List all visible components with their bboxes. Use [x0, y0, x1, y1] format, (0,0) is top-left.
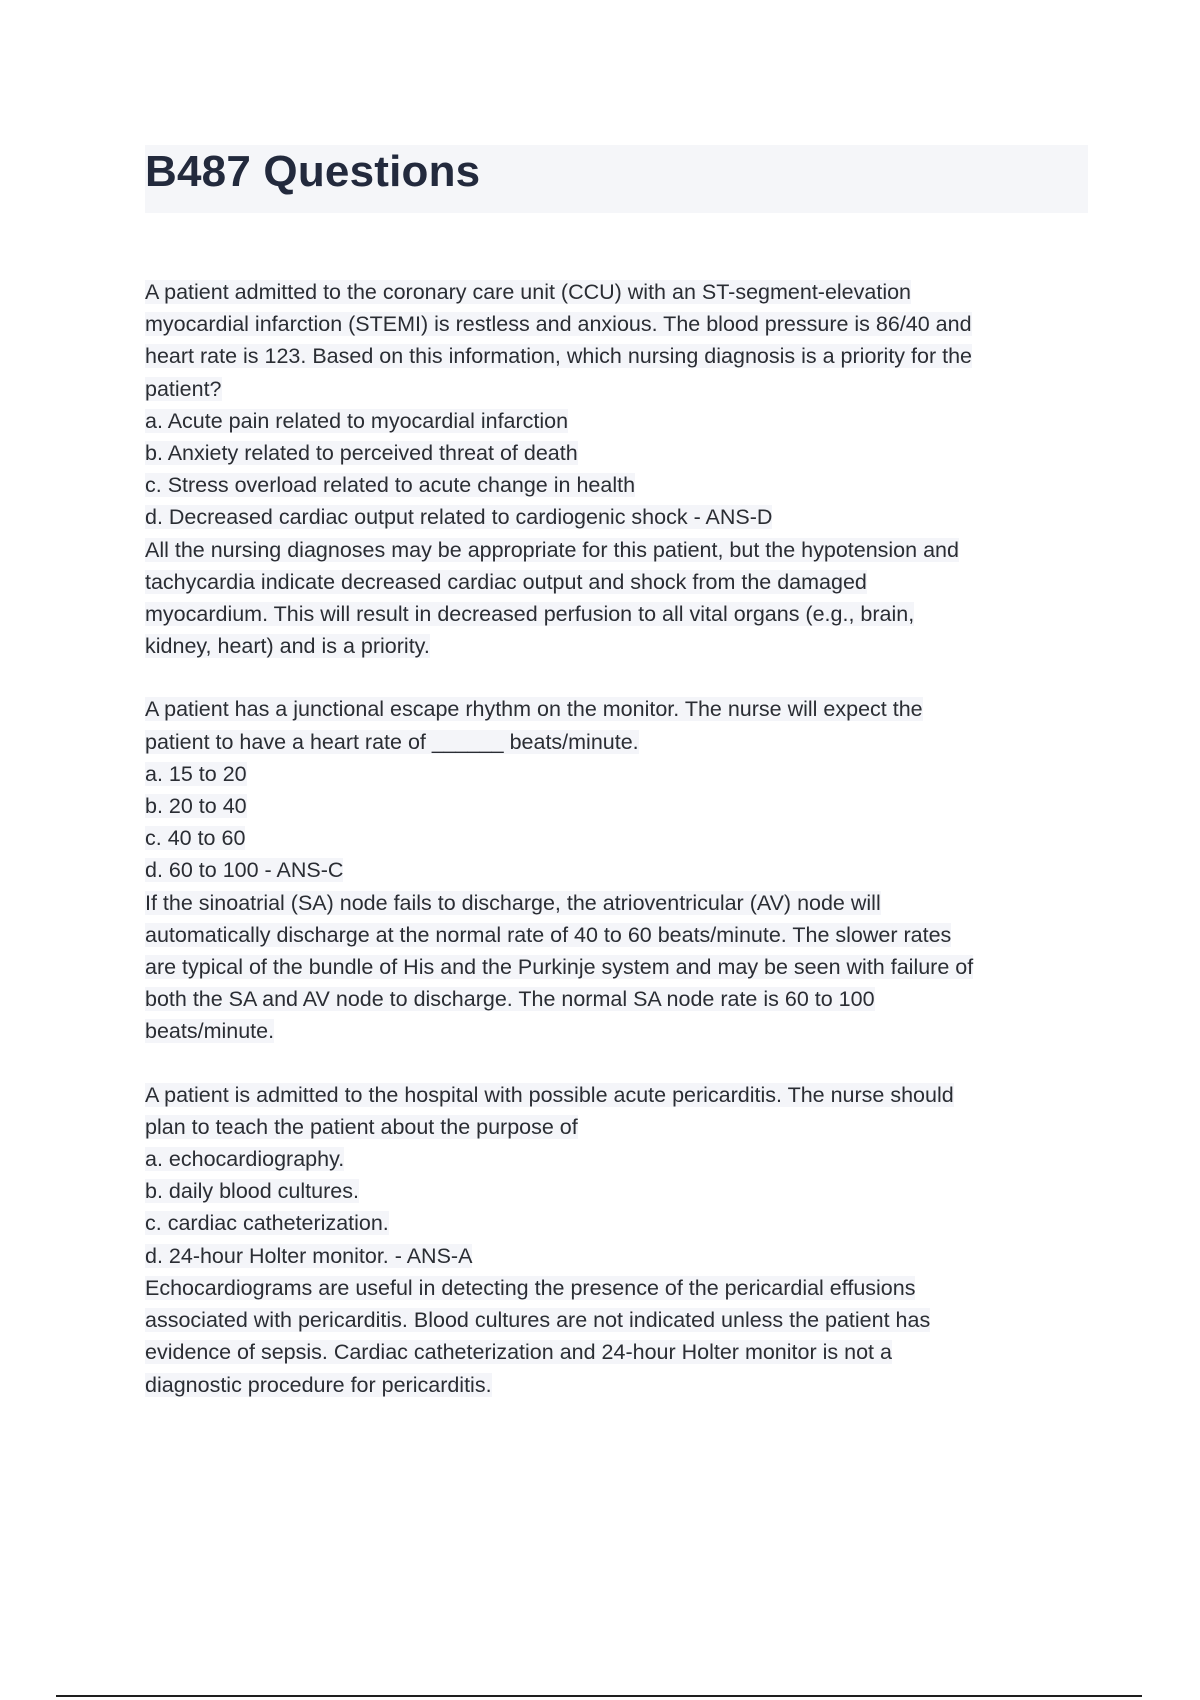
question-line-text: tachycardia indicate decreased cardiac output and shock from the damaged — [145, 569, 867, 594]
question-line — [145, 276, 1088, 308]
question-line-text: patient to have a heart rate of ______ beats/minute. — [145, 729, 639, 754]
question-line — [145, 566, 1088, 598]
question-line — [145, 1079, 1088, 1111]
question-line-text: beats/minute. — [145, 1019, 275, 1044]
question-line — [145, 919, 1088, 951]
question-line-text: heart rate is 123. Based on this information, which nursing diagnosis is a priority for the — [145, 344, 972, 369]
question-line-text: are typical of the bundle of His and the Purkinje system and may be seen with failure of — [145, 955, 974, 980]
question-block — [145, 276, 1088, 662]
footer-rule — [56, 1695, 1142, 1697]
question-line-text: Echocardiograms are useful in detecting the presence of the pericardial effusions — [145, 1275, 916, 1300]
question-line-text: a. echocardiography. — [145, 1147, 345, 1172]
question-line — [145, 1175, 1088, 1207]
question-line-text: diagnostic procedure for pericarditis. — [145, 1372, 492, 1397]
question-line-text: b. Anxiety related to perceived threat of death — [145, 441, 578, 466]
question-block — [145, 1079, 1088, 1401]
question-line-text: kidney, heart) and is a priority. — [145, 634, 430, 659]
question-line-text: a. Acute pain related to myocardial infarction — [145, 408, 569, 433]
question-line — [145, 1240, 1088, 1272]
question-line — [145, 790, 1088, 822]
question-line — [145, 1336, 1088, 1368]
question-line-text: c. 40 to 60 — [145, 826, 246, 851]
question-line-text: All the nursing diagnoses may be appropriate for this patient, but the hypotension and — [145, 537, 959, 562]
question-line — [145, 726, 1088, 758]
question-line-text: plan to teach the patient about the purpose of — [145, 1114, 578, 1139]
question-line-text: b. 20 to 40 — [145, 794, 247, 819]
question-line-text: c. cardiac catheterization. — [145, 1211, 389, 1236]
question-line-text: myocardium. This will result in decreased perfusion to all vital organs (e.g., brain, — [145, 602, 915, 627]
question-line — [145, 469, 1088, 501]
question-line-text: d. Decreased cardiac output related to cardiogenic shock - ANS-D — [145, 505, 773, 530]
question-line — [145, 1207, 1088, 1239]
question-list — [145, 276, 1088, 1432]
question-line-text: A patient is admitted to the hospital with possible acute pericarditis. The nurse should — [145, 1082, 954, 1107]
question-line-text: A patient admitted to the coronary care unit (CCU) with an ST-segment-elevation — [145, 280, 912, 304]
question-block — [145, 693, 1088, 1047]
question-line — [145, 405, 1088, 437]
question-line — [145, 534, 1088, 566]
question-line — [145, 1272, 1088, 1304]
question-line — [145, 1143, 1088, 1175]
question-line-text: associated with pericarditis. Blood cultures are not indicated unless the patient has — [145, 1308, 931, 1333]
question-line-text: A patient has a junctional escape rhythm on the monitor. The nurse will expect the — [145, 697, 923, 722]
question-line — [145, 308, 1088, 340]
question-line-text: If the sinoatrial (SA) node fails to discharge, the atrioventricular (AV) node will — [145, 890, 881, 915]
question-line — [145, 951, 1088, 983]
question-line-text: both the SA and AV node to discharge. The normal SA node rate is 60 to 100 — [145, 987, 875, 1012]
question-line-text: automatically discharge at the normal rate of 40 to 60 beats/minute. The slower rates — [145, 922, 952, 947]
question-line — [145, 1015, 1088, 1047]
question-line-text: d. 60 to 100 - ANS-C — [145, 858, 344, 883]
question-line-text: a. 15 to 20 — [145, 761, 247, 786]
question-line-text: c. Stress overload related to acute change in health — [145, 473, 636, 498]
question-line — [145, 340, 1088, 372]
document-title: B487 Questions — [145, 147, 481, 196]
question-line — [145, 854, 1088, 886]
question-line-text: b. daily blood cultures. — [145, 1179, 359, 1204]
question-line — [145, 598, 1088, 630]
question-line-text: evidence of sepsis. Cardiac catheterization and 24-hour Holter monitor is not a — [145, 1340, 892, 1365]
question-line — [145, 437, 1088, 469]
question-line — [145, 887, 1088, 919]
question-line — [145, 630, 1088, 662]
question-line — [145, 693, 1088, 725]
question-line-text: myocardial infarction (STEMI) is restless and anxious. The blood pressure is 86/40 and — [145, 312, 972, 337]
question-line — [145, 822, 1088, 854]
question-line-text: d. 24-hour Holter monitor. - ANS-A — [145, 1243, 473, 1268]
question-line — [145, 1111, 1088, 1143]
question-line — [145, 758, 1088, 790]
question-line — [145, 501, 1088, 533]
question-line — [145, 1369, 1088, 1401]
question-line — [145, 1304, 1088, 1336]
question-line — [145, 983, 1088, 1015]
question-line-text: patient? — [145, 376, 222, 401]
question-line — [145, 373, 1088, 405]
